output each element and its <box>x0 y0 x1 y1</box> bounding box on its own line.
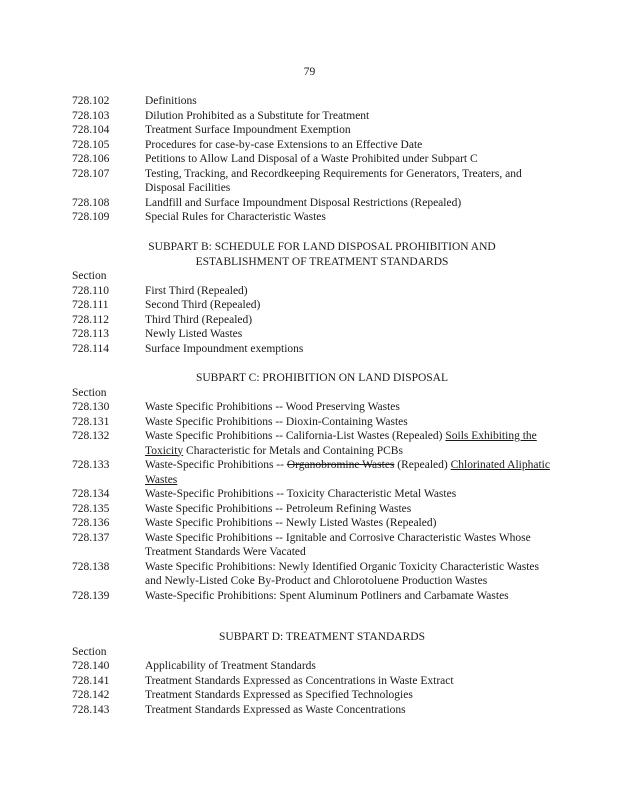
subpart-b <box>72 240 552 356</box>
section-title <box>145 138 552 153</box>
section-number: 728.141 <box>72 674 110 687</box>
section-title <box>145 703 552 718</box>
subpart-b-list <box>72 284 552 357</box>
section-number: 728.113 <box>72 328 109 340</box>
section-number: 728.108 <box>72 196 110 209</box>
title-text: Waste-Specific Prohibitions -- Toxicity Characteristic Metal Wastes <box>145 488 457 500</box>
toc-row <box>72 342 552 357</box>
section-number: 728.130 <box>72 401 110 413</box>
title-text: Waste Specific Prohibitions -- Dioxin-Containing Wastes <box>145 415 408 428</box>
section-title <box>145 167 552 196</box>
section-number: 728.133 <box>72 459 110 471</box>
title-text: (Repealed) <box>394 459 451 471</box>
title-text: Applicability of Treatment Standards <box>145 660 316 672</box>
toc-row <box>72 688 552 703</box>
section-number: 728.102 <box>72 95 110 107</box>
title-text: Third Third (Repealed) <box>145 313 253 326</box>
toc-row <box>72 487 552 502</box>
struck-text: Organobromine Wastes <box>286 459 395 471</box>
section-number: 728.106 <box>72 153 110 165</box>
section-number: 728.112 <box>72 313 109 326</box>
toc-row <box>72 589 552 604</box>
toc-row <box>72 560 552 589</box>
toc-row <box>72 284 552 299</box>
title-text: Waste Specific Prohibitions -- Wood Preserving Wastes <box>145 401 400 413</box>
section-title <box>145 516 552 531</box>
section-title <box>145 94 552 109</box>
title-text: Petitions to Allow Land Disposal of a Waste Prohibited under Subpart C <box>145 153 478 165</box>
title-text: Waste Specific Prohibitions -- California-List Wastes (Repealed) <box>145 430 446 442</box>
section-title <box>145 560 552 589</box>
title-text: Newly Listed Wastes <box>145 328 243 340</box>
toc-row <box>72 327 552 342</box>
section-number: 728.142 <box>72 689 110 701</box>
toc-row <box>72 123 552 138</box>
subpart-a-list <box>72 94 552 225</box>
section-number: 728.132 <box>72 430 110 442</box>
title-text: Surface Impoundment exemptions <box>145 342 304 355</box>
section-title <box>145 284 552 299</box>
title-text: Waste Specific Prohibitions -- Petroleum Refining Wastes <box>145 502 412 515</box>
subpart-c <box>72 371 552 603</box>
section-number: 728.110 <box>72 284 109 297</box>
toc-row <box>72 152 552 167</box>
toc-row <box>72 313 552 328</box>
toc-row <box>72 109 552 124</box>
subpart-c-list <box>72 400 552 603</box>
section-number: 728.135 <box>72 502 110 515</box>
section-title <box>145 674 552 689</box>
section-number: 728.140 <box>72 660 110 672</box>
toc-row <box>72 196 552 211</box>
section-number: 728.105 <box>72 138 110 151</box>
subpart-b-heading-line1: SUBPART B: SCHEDULE FOR LAND DISPOSAL PROHIBITION AND <box>148 241 496 253</box>
section-title <box>145 313 552 328</box>
toc-row <box>72 502 552 517</box>
subpart-d <box>72 630 552 717</box>
section-title <box>145 458 552 487</box>
section-number: 728.114 <box>72 342 109 355</box>
section-title <box>145 327 552 342</box>
section-title <box>145 298 552 313</box>
section-label: Section <box>72 270 107 282</box>
title-text: Characteristic for Metals and Containing PCBs <box>183 444 403 457</box>
section-title <box>145 109 552 124</box>
section-number: 728.138 <box>72 560 110 573</box>
section-number: 728.103 <box>72 109 110 122</box>
toc-row <box>72 94 552 109</box>
toc-row <box>72 415 552 430</box>
underlined-text: Chlorinated Aliphatic Wastes <box>145 459 550 486</box>
section-title <box>145 531 552 560</box>
section-label: Section <box>72 645 107 658</box>
section-title <box>145 429 552 458</box>
subpart-d-heading: SUBPART D: TREATMENT STANDARDS <box>219 631 425 643</box>
section-title <box>145 123 552 138</box>
section-number: 728.111 <box>72 299 109 311</box>
toc-row <box>72 703 552 718</box>
subpart-c-heading: SUBPART C: PROHIBITION ON LAND DISPOSAL <box>195 372 449 384</box>
section-title <box>145 415 552 430</box>
section-label: Section <box>72 386 107 399</box>
section-title <box>145 152 552 167</box>
section-title <box>145 688 552 703</box>
page-number: 79 <box>303 66 316 78</box>
toc-row <box>72 429 552 458</box>
toc-row <box>72 138 552 153</box>
title-text: Waste-Specific Prohibitions -- <box>145 459 287 471</box>
title-text: Special Rules for Characteristic Wastes <box>145 211 326 223</box>
section-number: 728.136 <box>72 517 110 529</box>
section-title <box>145 589 552 604</box>
toc-row <box>72 516 552 531</box>
section-number: 728.139 <box>72 589 110 602</box>
title-text: Dilution Prohibited as a Substitute for Treatment <box>145 109 370 122</box>
title-text: Waste Specific Prohibitions -- Ignitable and Corrosive Characteristic Wastes Whose Treatment Standards Were Vacated <box>145 531 531 558</box>
section-title <box>145 400 552 415</box>
title-text: Waste Specific Prohibitions: Newly Identified Organic Toxicity Characteristic Wastes and Newly-Listed Coke By-Product and Chlorotoluene Production Wastes <box>145 560 539 587</box>
toc-row <box>72 674 552 689</box>
underlined-text: Soils Exhibiting the Toxicity <box>145 430 537 457</box>
section-number: 728.137 <box>72 531 110 544</box>
title-text: Testing, Tracking, and Recordkeeping Requirements for Generators, Treaters, and Disposal Facilities <box>145 167 522 194</box>
title-text: Waste Specific Prohibitions -- Newly Listed Wastes (Repealed) <box>145 517 437 529</box>
title-text: Landfill and Surface Impoundment Disposal Restrictions (Repealed) <box>145 196 462 209</box>
toc-row <box>72 531 552 560</box>
toc-row <box>72 298 552 313</box>
section-number: 728.107 <box>72 167 110 180</box>
title-text: Treatment Standards Expressed as Specified Technologies <box>145 689 413 701</box>
title-text: Procedures for case-by-case Extensions to an Effective Date <box>145 138 423 151</box>
section-title <box>145 342 552 357</box>
toc-row <box>72 210 552 225</box>
title-text: Treatment Standards Expressed as Waste Concentrations <box>145 703 406 716</box>
title-text: Definitions <box>145 95 197 107</box>
section-title <box>145 196 552 211</box>
section-title <box>145 659 552 674</box>
section-number: 728.143 <box>72 703 110 716</box>
section-number: 728.109 <box>72 211 110 223</box>
title-text: Second Third (Repealed) <box>145 299 261 311</box>
title-text: First Third (Repealed) <box>145 284 248 297</box>
title-text: Treatment Surface Impoundment Exemption <box>145 124 351 136</box>
toc-row <box>72 400 552 415</box>
title-text: Treatment Standards Expressed as Concentrations in Waste Extract <box>145 674 454 687</box>
section-title <box>145 502 552 517</box>
subpart-d-list <box>72 659 552 717</box>
section-title <box>145 487 552 502</box>
subpart-b-heading-line2: ESTABLISHMENT OF TREATMENT STANDARDS <box>195 255 449 268</box>
toc-row <box>72 659 552 674</box>
section-number: 728.134 <box>72 488 110 500</box>
section-title <box>145 210 552 225</box>
title-text: Waste-Specific Prohibitions: Spent Aluminum Potliners and Carbamate Wastes <box>145 589 509 602</box>
section-number: 728.131 <box>72 415 110 428</box>
toc-row <box>72 167 552 196</box>
section-number: 728.104 <box>72 124 110 136</box>
toc-row <box>72 458 552 487</box>
